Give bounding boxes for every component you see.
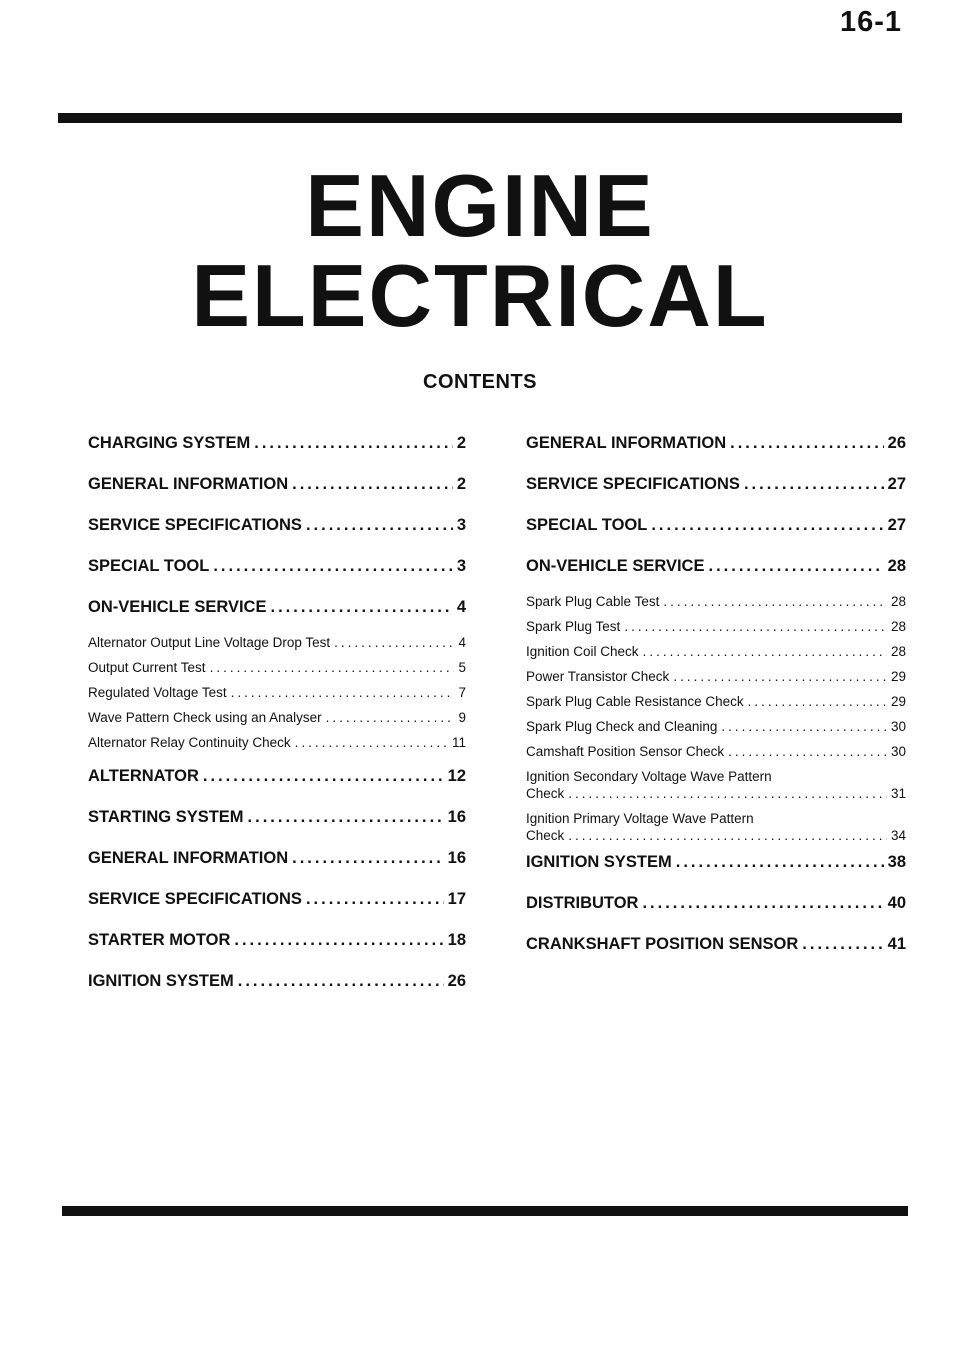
toc-entry-label: ALTERNATOR <box>88 767 199 785</box>
toc-entry-page: 16 <box>447 849 466 867</box>
toc-entry-major <box>526 852 906 893</box>
dot-leader <box>708 556 883 576</box>
dot-leader <box>295 734 448 752</box>
dot-leader <box>306 889 444 909</box>
toc-entry-minor <box>526 693 906 718</box>
toc-entry-major <box>526 515 906 556</box>
toc-entry-label: Spark Plug Check and Cleaning <box>526 719 718 734</box>
toc-entry-page: 18 <box>447 931 466 949</box>
toc-entry-page: 40 <box>887 894 906 912</box>
toc-entry-minor <box>526 593 906 618</box>
toc-entry-major <box>526 893 906 934</box>
toc-entry-page: 31 <box>890 786 906 801</box>
toc-entry-label: SERVICE SPECIFICATIONS <box>526 475 740 493</box>
toc-entry-label-line1: Ignition Primary Voltage Wave Pattern <box>526 811 754 826</box>
dot-leader <box>213 556 452 576</box>
dot-leader <box>643 643 887 661</box>
dot-leader <box>721 718 887 736</box>
toc-entry-label: ON-VEHICLE SERVICE <box>88 598 267 616</box>
toc-entry-label: IGNITION SYSTEM <box>88 972 234 990</box>
toc-entry-label: SPECIAL TOOL <box>88 557 210 575</box>
toc-entry-major <box>526 474 906 515</box>
dot-leader <box>568 785 887 802</box>
dot-leader <box>334 634 454 652</box>
contents-heading: CONTENTS <box>423 371 537 393</box>
toc-entry-minor <box>526 743 906 768</box>
toc-entry-major <box>88 474 466 515</box>
dot-leader <box>728 743 887 761</box>
toc-entry-label: Check <box>526 828 565 843</box>
toc-entry-label: Spark Plug Cable Test <box>526 594 660 609</box>
dot-leader <box>568 827 887 844</box>
toc-entry-minor <box>526 810 906 852</box>
toc-entry-page: 30 <box>890 719 906 734</box>
toc-entry-label: GENERAL INFORMATION <box>88 849 289 867</box>
toc-entry-major <box>88 433 466 474</box>
toc-entry-major <box>526 934 906 975</box>
dot-leader <box>642 893 883 913</box>
toc-entry-label: DISTRIBUTOR <box>526 894 639 912</box>
toc-entry-label: Ignition Coil Check <box>526 644 639 659</box>
dot-leader <box>730 433 884 453</box>
toc-entry-page: 27 <box>887 475 906 493</box>
dot-leader <box>248 807 444 827</box>
toc-entry-page: 4 <box>458 635 466 650</box>
toc-entry-label: IGNITION SYSTEM <box>526 853 672 871</box>
toc-entry-major <box>526 433 906 474</box>
dot-leader <box>748 693 887 711</box>
dot-leader <box>238 971 444 991</box>
title-line-1: ENGINE <box>305 156 655 255</box>
dot-leader <box>234 930 443 950</box>
dot-leader <box>624 618 887 636</box>
toc-entry-page: 3 <box>456 516 466 534</box>
toc-entry-page: 28 <box>890 644 906 659</box>
toc-entry-page: 26 <box>887 434 906 452</box>
toc-entry-page: 17 <box>447 890 466 908</box>
toc-entry-label: Camshaft Position Sensor Check <box>526 744 725 759</box>
toc-entry-page: 12 <box>447 767 466 785</box>
dot-leader <box>651 515 883 535</box>
dot-leader <box>231 684 455 702</box>
toc-entry-page: 3 <box>456 557 466 575</box>
toc-entry-major <box>88 889 466 930</box>
toc-entry-label: CRANKSHAFT POSITION SENSOR <box>526 935 799 953</box>
toc-entry-label: Check <box>526 786 565 801</box>
toc-entry-page: 41 <box>887 935 906 953</box>
toc-entry-minor <box>526 643 906 668</box>
toc-entry-page: 9 <box>458 710 466 725</box>
dot-leader <box>292 474 453 494</box>
toc-entry-major <box>88 597 466 634</box>
toc-entry-minor <box>526 618 906 643</box>
toc-entry-page: 2 <box>456 475 466 493</box>
toc-entry-major <box>88 766 466 807</box>
toc-entry-page: 34 <box>890 828 906 843</box>
toc-entry-label: Regulated Voltage Test <box>88 685 227 700</box>
toc-entry-minor <box>88 659 466 684</box>
toc-entry-label: Alternator Relay Continuity Check <box>88 735 291 750</box>
toc-entry-label: STARTER MOTOR <box>88 931 231 949</box>
toc-entry-page: 28 <box>890 619 906 634</box>
toc-entry-label: SERVICE SPECIFICATIONS <box>88 516 302 534</box>
toc-entry-major <box>88 515 466 556</box>
toc-entry-page: 28 <box>887 557 906 575</box>
toc-entry-minor <box>526 768 906 810</box>
toc-entry-major <box>526 556 906 593</box>
toc-entry-label: Output Current Test <box>88 660 206 675</box>
toc-entry-major <box>88 556 466 597</box>
toc-entry-minor <box>88 684 466 709</box>
toc-entry-row <box>526 827 906 844</box>
toc-entry-row <box>526 785 906 802</box>
toc-entry-page: 27 <box>887 516 906 534</box>
dot-leader <box>203 766 444 786</box>
dot-leader <box>326 709 455 727</box>
top-rule <box>58 113 902 123</box>
toc-entry-page: 38 <box>887 853 906 871</box>
toc-entry-page: 5 <box>458 660 466 675</box>
toc-entry-label: SPECIAL TOOL <box>526 516 648 534</box>
toc-entry-label: Alternator Output Line Voltage Drop Test <box>88 635 331 650</box>
dot-leader <box>270 597 452 617</box>
dot-leader <box>306 515 453 535</box>
dot-leader <box>676 852 884 872</box>
toc-entry-label: SERVICE SPECIFICATIONS <box>88 890 302 908</box>
toc-entry-page: 29 <box>890 694 906 709</box>
dot-leader <box>802 934 883 954</box>
toc-entry-label: Spark Plug Cable Resistance Check <box>526 694 744 709</box>
toc-entry-minor <box>88 734 466 766</box>
toc-entry-page: 28 <box>890 594 906 609</box>
toc-entry-label: STARTING SYSTEM <box>88 808 244 826</box>
toc-entry-major <box>88 807 466 848</box>
dot-leader <box>210 659 455 677</box>
bottom-rule <box>62 1206 908 1216</box>
toc-entry-page: 11 <box>451 735 466 750</box>
toc-entry-page: 29 <box>890 669 906 684</box>
toc-entry-label-line1: Ignition Secondary Voltage Wave Pattern <box>526 769 772 784</box>
toc-entry-label: Spark Plug Test <box>526 619 621 634</box>
toc-entry-minor <box>88 709 466 734</box>
contents-right-column <box>526 433 906 975</box>
toc-entry-label: CHARGING SYSTEM <box>88 434 251 452</box>
toc-entry-label: GENERAL INFORMATION <box>88 475 289 493</box>
toc-entry-label: ON-VEHICLE SERVICE <box>526 557 705 575</box>
toc-entry-page: 16 <box>447 808 466 826</box>
page-number: 16-1 <box>839 6 902 38</box>
toc-entry-page: 30 <box>890 744 906 759</box>
toc-entry-minor <box>526 718 906 743</box>
dot-leader <box>744 474 884 494</box>
toc-entry-page: 7 <box>458 685 466 700</box>
toc-entry-label: Wave Pattern Check using an Analyser <box>88 710 322 725</box>
toc-entry-page: 2 <box>456 434 466 452</box>
toc-entry-major <box>88 848 466 889</box>
toc-entry-minor <box>526 668 906 693</box>
dot-leader <box>292 848 444 868</box>
toc-entry-major <box>88 930 466 971</box>
toc-entry-label: GENERAL INFORMATION <box>526 434 727 452</box>
toc-entry-page: 26 <box>447 972 466 990</box>
dot-leader <box>254 433 453 453</box>
dot-leader <box>673 668 887 686</box>
toc-entry-label: Power Transistor Check <box>526 669 670 684</box>
toc-entry-page: 4 <box>456 598 466 616</box>
contents-left-column <box>88 433 466 1012</box>
title-line-2: ELECTRICAL <box>191 246 769 345</box>
dot-leader <box>663 593 887 611</box>
toc-entry-major <box>88 971 466 1012</box>
toc-entry-minor <box>88 634 466 659</box>
